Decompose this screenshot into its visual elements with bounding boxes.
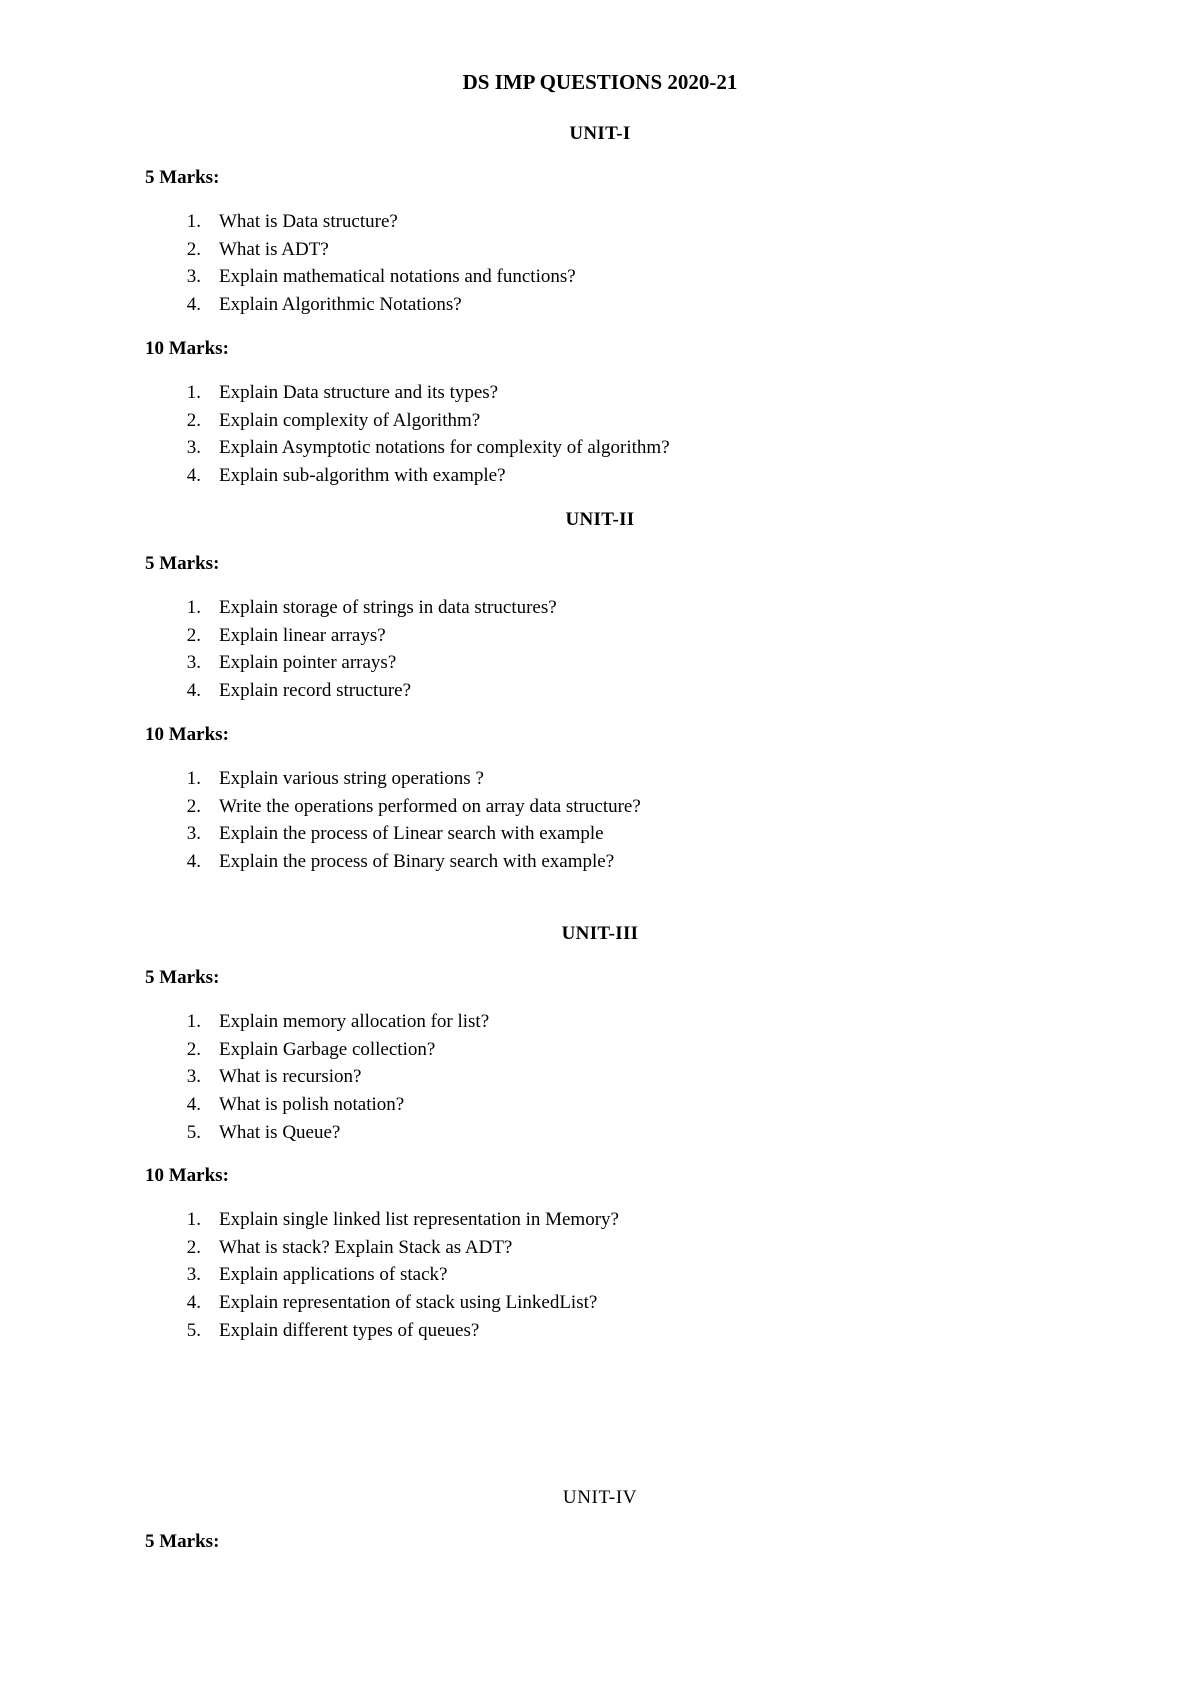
question-item xyxy=(0,596,1200,624)
question-text: What is stack? Explain Stack as ADT? xyxy=(219,1236,513,1258)
question-number: 4. xyxy=(186,294,201,316)
question-text: Explain representation of stack using LinkedList? xyxy=(219,1292,598,1314)
question-number: 4. xyxy=(186,465,201,487)
question-number: 3. xyxy=(186,1264,201,1286)
question-number: 1. xyxy=(186,382,201,403)
question-item xyxy=(0,850,1200,878)
question-number: 3. xyxy=(186,437,201,459)
question-text: Explain applications of stack? xyxy=(219,1264,448,1286)
unit-2-5-marks-heading: 5 Marks: xyxy=(145,553,220,574)
question-text: Explain complexity of Algorithm? xyxy=(219,409,481,431)
question-number: 2. xyxy=(186,1038,201,1060)
question-text: Explain the process of Binary search with example? xyxy=(219,851,615,873)
unit-2-heading: UNIT-II xyxy=(565,509,635,530)
unit-2-10-marks-heading: 10 Marks: xyxy=(145,724,229,745)
question-text: What is ADT? xyxy=(219,238,329,260)
question-text: Explain the process of Linear search with example xyxy=(219,823,604,845)
question-number: 2. xyxy=(186,409,201,431)
unit-4-5-marks-heading: 5 Marks: xyxy=(145,1531,220,1552)
question-item xyxy=(0,464,1200,492)
question-item xyxy=(0,1121,1200,1149)
question-text: Explain Asymptotic notations for complexity of algorithm? xyxy=(219,437,670,459)
question-item xyxy=(0,1065,1200,1093)
question-item xyxy=(0,795,1200,823)
question-item xyxy=(0,1208,1200,1236)
question-number: 4. xyxy=(186,851,201,873)
question-text: Explain storage of strings in data structures? xyxy=(219,597,557,618)
question-number: 4. xyxy=(186,1292,201,1314)
question-item xyxy=(0,436,1200,464)
question-item xyxy=(0,767,1200,795)
question-item xyxy=(0,679,1200,707)
question-item xyxy=(0,651,1200,679)
question-item xyxy=(0,1236,1200,1264)
question-item xyxy=(0,381,1200,409)
question-text: Explain linear arrays? xyxy=(219,624,386,646)
question-number: 4. xyxy=(186,1094,201,1116)
question-number: 1. xyxy=(186,211,201,232)
question-number: 4. xyxy=(186,680,201,702)
question-number: 1. xyxy=(186,1011,201,1032)
question-item xyxy=(0,238,1200,266)
question-text: Explain sub-algorithm with example? xyxy=(219,465,506,487)
question-number: 5. xyxy=(186,1121,201,1143)
unit-3-heading: UNIT-III xyxy=(561,923,639,944)
question-item xyxy=(0,1010,1200,1038)
question-text: Explain mathematical notations and functions? xyxy=(219,266,576,288)
question-number: 1. xyxy=(186,1209,201,1230)
question-text: Explain pointer arrays? xyxy=(219,652,397,674)
question-item xyxy=(0,293,1200,321)
unit-1-5-marks-question-list xyxy=(0,210,1200,321)
unit-1-heading: UNIT-I xyxy=(569,123,631,144)
question-number: 2. xyxy=(186,1236,201,1258)
question-text: Write the operations performed on array data structure? xyxy=(219,795,641,817)
question-text: Explain single linked list representation in Memory? xyxy=(219,1209,619,1230)
question-text: Explain various string operations ? xyxy=(219,768,484,789)
question-item xyxy=(0,409,1200,437)
question-item xyxy=(0,1263,1200,1291)
question-text: Explain memory allocation for list? xyxy=(219,1011,490,1032)
question-item xyxy=(0,210,1200,238)
question-number: 5. xyxy=(186,1319,201,1341)
question-text: Explain Data structure and its types? xyxy=(219,382,499,403)
unit-3-5-marks-heading: 5 Marks: xyxy=(145,967,220,988)
unit-3-5-marks-question-list xyxy=(0,1010,1200,1148)
unit-1-10-marks-question-list xyxy=(0,381,1200,492)
question-number: 1. xyxy=(186,597,201,618)
unit-2-10-marks-question-list xyxy=(0,767,1200,878)
question-number: 3. xyxy=(186,266,201,288)
question-item xyxy=(0,1038,1200,1066)
question-text: Explain record structure? xyxy=(219,680,412,702)
unit-1-5-marks-heading: 5 Marks: xyxy=(145,167,220,188)
question-text: What is polish notation? xyxy=(219,1094,405,1116)
question-number: 2. xyxy=(186,624,201,646)
question-number: 1. xyxy=(186,768,201,789)
unit-4-heading: UNIT-IV xyxy=(562,1487,638,1508)
question-number: 2. xyxy=(186,795,201,817)
question-item xyxy=(0,1319,1200,1347)
question-text: Explain Garbage collection? xyxy=(219,1038,436,1060)
question-text: What is recursion? xyxy=(219,1066,362,1088)
question-item xyxy=(0,822,1200,850)
unit-3-10-marks-question-list xyxy=(0,1208,1200,1346)
unit-1-10-marks-heading: 10 Marks: xyxy=(145,338,229,359)
question-item xyxy=(0,1093,1200,1121)
question-number: 3. xyxy=(186,823,201,845)
question-item xyxy=(0,1291,1200,1319)
question-text: What is Queue? xyxy=(219,1121,341,1143)
question-item xyxy=(0,265,1200,293)
unit-3-10-marks-heading: 10 Marks: xyxy=(145,1165,229,1186)
question-number: 3. xyxy=(186,1066,201,1088)
question-text: Explain different types of queues? xyxy=(219,1319,480,1341)
question-number: 2. xyxy=(186,238,201,260)
question-text: Explain Algorithmic Notations? xyxy=(219,294,462,316)
document-title: DS IMP QUESTIONS 2020-21 xyxy=(462,70,738,94)
question-text: What is Data structure? xyxy=(219,211,398,232)
question-item xyxy=(0,624,1200,652)
unit-2-5-marks-question-list xyxy=(0,596,1200,707)
question-number: 3. xyxy=(186,652,201,674)
